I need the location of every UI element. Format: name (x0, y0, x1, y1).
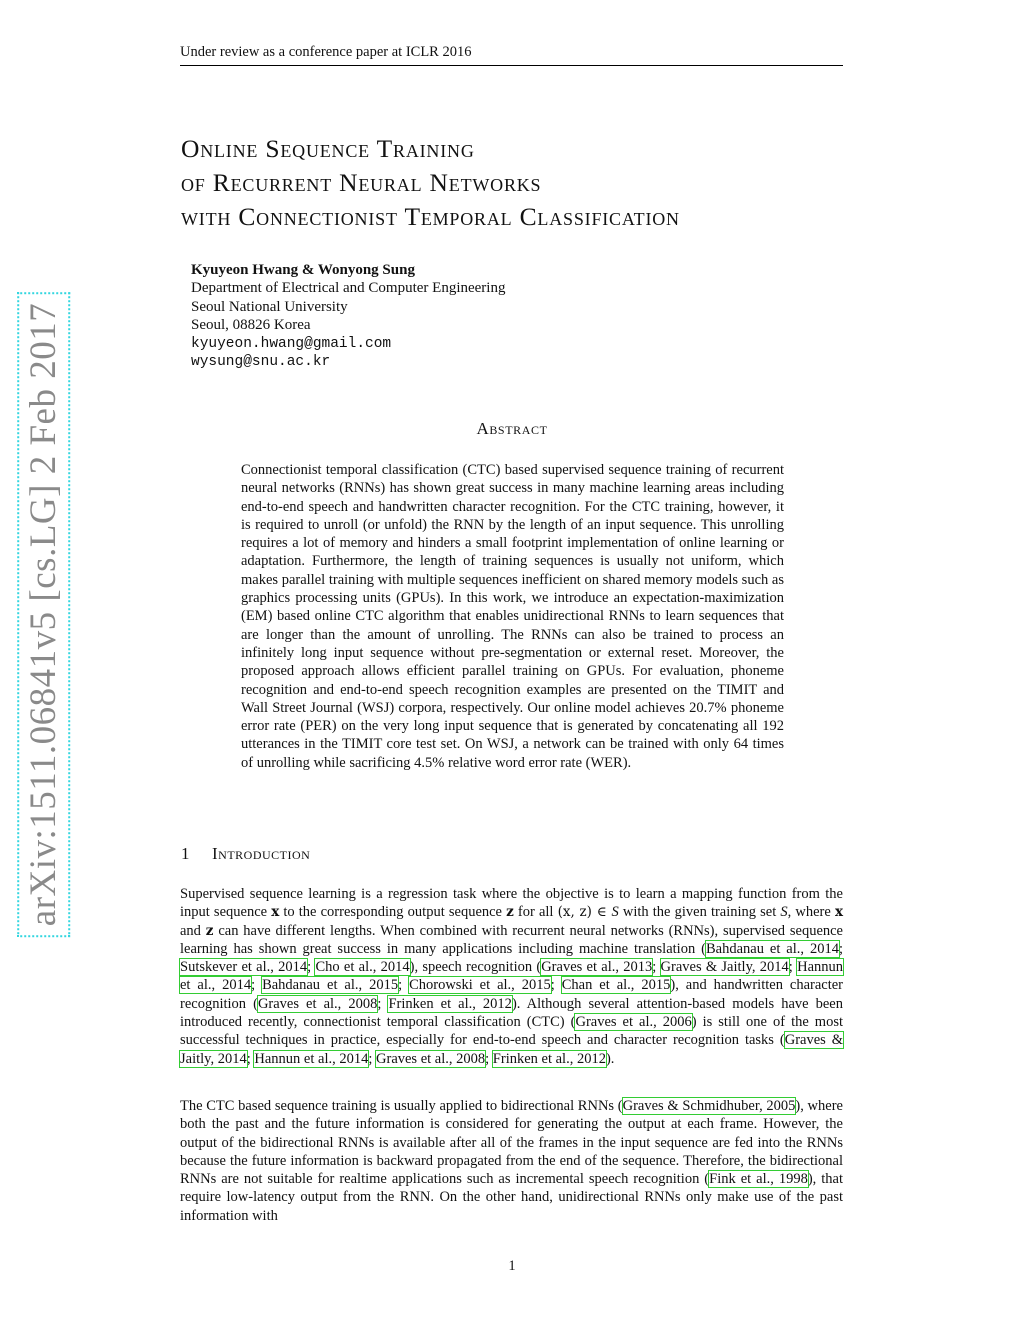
citation-link[interactable]: Sutskever et al., 2014 (180, 959, 308, 976)
citation-link[interactable]: Bahdanau et al., 2014 (705, 940, 839, 957)
math-symbol: x (271, 904, 280, 921)
math-expression: (x, z) ∈ (557, 904, 612, 921)
citation-link[interactable]: Graves et al., 2008 (376, 1050, 486, 1067)
citation-link[interactable]: Frinken et al., 2012 (388, 995, 512, 1012)
citation-link[interactable]: Graves et al., 2013 (541, 959, 653, 976)
citation-link[interactable]: Graves & Schmidhuber, 2005 (622, 1098, 796, 1114)
citation-link[interactable]: Graves & Jaitly, 2014 (660, 959, 789, 976)
citation-link[interactable]: Fink et al., 1998 (709, 1171, 808, 1188)
citation-link[interactable]: Graves & Jaitly, 2014 (180, 1032, 844, 1067)
math-symbol: x (834, 904, 844, 921)
intro-paragraph-2: The CTC based sequence training is usually applied to bidirectional RNNs (Graves & Schmidhuber, 2005), where both the past and the future information is considered for generating the output at each frame. However, the output of the bidirectional RNNs is available after all of the frames in the input sequence are fed into the RNNs because the future information is backward propagated from the end of the sequence. Therefore, the bidirectional RNNs are not suitable for realtime applications such as incremental speech recognition (Fink et al., 1998), that require low-latency output from the RNN. On the other hand, unidirectional RNNs only make use of the past information with (180, 1098, 843, 1224)
page-number: 1 (508, 1258, 516, 1274)
citation-link[interactable]: Chorowski et al., 2015 (409, 977, 551, 994)
arxiv-stamp (16, 302, 72, 926)
intro-paragraph-1: Supervised sequence learning is a regression task where the objective is to learn a mapping function from the input sequence x to the corresponding output sequence z for all (x, z) ∈ S with the given training set S, where x and z can have different lengths. When combined with recurrent neural networks (RNNs), supervised sequence learning has shown great success in many applications including machine translation (Bahdanau et al., 2014; Sutskever et al., 2014; Cho et al., 2014), speech recognition (Graves et al., 2013; Graves & Jaitly, 2014; Hannun et al., 2014; Bahdanau et al., 2015; Chorowski et al., 2015; Chan et al., 2015), and handwritten character recognition (Graves et al., 2008; Frinken et al., 2012). Although several attention-based models have been introduced recently, connectionist temporal classification (CTC) (Graves et al., 2006) is still one of the most successful techniques in practice, especially for end-to-end speech and character recognition tasks (Graves & Jaitly, 2014; Hannun et al., 2014; Graves et al., 2008; Frinken et al., 2012). (180, 886, 844, 1067)
affiliation-line: Seoul National University (191, 298, 348, 315)
author-email[interactable]: wysung@snu.ac.kr (191, 354, 331, 371)
title-line: of Recurrent Neural Networks (181, 168, 542, 197)
section-heading (181, 844, 310, 864)
citation-link[interactable]: Hannun et al., 2014 (254, 1050, 369, 1067)
author-names: Kyuyeon Hwang & Wonyong Sung (191, 262, 415, 278)
section-number: 1 (181, 844, 190, 863)
citation-link[interactable]: Cho et al., 2014 (315, 959, 410, 976)
citation-link[interactable]: Chan et al., 2015 (561, 977, 671, 994)
math-symbol: S (611, 904, 619, 921)
running-header: Under review as a conference paper at ICLR 2016 (180, 44, 843, 66)
citation-link[interactable]: Bahdanau et al., 2015 (262, 977, 399, 994)
author-email[interactable]: kyuyeon.hwang@gmail.com (191, 335, 392, 352)
section-title: Introduction (212, 844, 311, 863)
math-symbol: z (205, 922, 214, 939)
affiliation-line: Seoul, 08826 Korea (191, 317, 311, 334)
title-line: Online Sequence Training (181, 134, 475, 163)
abstract-heading: Abstract (476, 419, 548, 438)
paper-title (181, 132, 881, 234)
citation-link[interactable]: Graves et al., 2006 (575, 1014, 692, 1031)
arxiv-id-link[interactable]: arXiv:1511.06841v5 [cs.LG] 2 Feb 2017 (23, 296, 66, 931)
math-symbol: z (506, 904, 514, 921)
math-symbol: S (780, 904, 788, 921)
citation-link[interactable]: Hannun et al., 2014 (180, 959, 844, 994)
citation-link[interactable]: Graves et al., 2008 (257, 995, 378, 1012)
affiliation-line: Department of Electrical and Computer Engineering (191, 280, 506, 297)
title-line: with Connectionist Temporal Classification (181, 202, 680, 231)
abstract-text: Connectionist temporal classification (CTC) based supervised sequence training of recurrent neural networks (RNNs) has shown great success in many machine learning areas including end-to-end speech and handwritten character recognition. For the CTC training, however, it is required to unroll (or unfold) the RNN by the length of an input sequence. This unrolling requires a lot of memory and hinders a small footprint implementation of online learning or adaptation. Furthermore, the length of training sequences is usually not uniform, which makes parallel training with multiple sequences inefficient on shared memory models such as graphics processing units (GPUs). In this work, we introduce an expectation-maximization (EM) based online CTC algorithm that enables unidirectional RNNs to learn sequences that are longer than the amount of unrolling. The RNNs can also be trained to process an infinitely long input sequence without pre-segmentation or external reset. Moreover, the proposed approach allows efficient parallel training on GPUs. For evaluation, phoneme recognition and end-to-end speech recognition examples are presented on the TIMIT and Wall Street Journal (WSJ) corpora, respectively. Our online model achieves 20.7% phoneme error rate (PER) on the very long input sequence that is generated by concatenating all 192 utterances in the TIMIT core test set. On WSJ, a network can be trained with only 64 times of unrolling while sacrificing 4.5% relative word error rate (WER). (241, 462, 784, 771)
citation-link[interactable]: Frinken et al., 2012 (492, 1050, 606, 1067)
author-block (191, 261, 505, 371)
